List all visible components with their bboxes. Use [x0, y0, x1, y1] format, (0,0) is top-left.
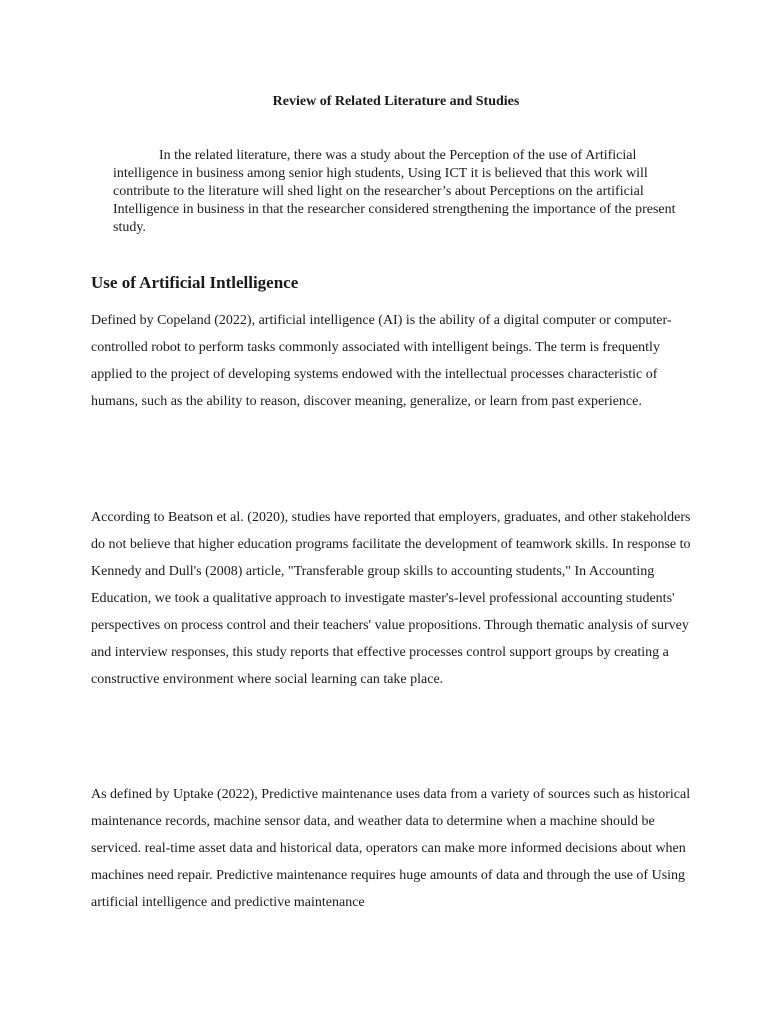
body-paragraph-uptake: As defined by Uptake (2022), Predictive maintenance uses data from a variety of sources such as historical maintenance records, machine sensor data, and weather data to determine when a machine should be serviced. real-time asset data and historical data, operators can make more informed decisions about when machines need repair. Predictive maintenance requires huge amounts of data and through the use of Using artificial intelligence and predictive maintenance [91, 787, 691, 910]
body-paragraph-beatson: According to Beatson et al. (2020), studies have reported that employers, graduates, and other stakeholders do not believe that higher education programs facilitate the development of teamwork skills. In response to Kennedy and Dull's (2008) article, "Transferable group skills to accounting students," In Accounting Education, we took a qualitative approach to investigate master's-level professional accounting students' perspectives on process control and their teachers' value propositions. Through thematic analysis of survey and interview responses, this study reports that effective processes control support groups by creating a constructive environment where social learning can take place. [91, 510, 691, 687]
section-heading: Use of Artificial Intlelligence [91, 273, 299, 292]
intro-paragraph: In the related literature, there was a study about the Perception of the use of Artificial intelligence in business among senior high students, Using ICT it is believed that this work will contribute to the literature will shed light on the researcher’s about Perceptions on the artificial Intelligence in business in that the researcher considered strengthening the importance of the present study. [113, 148, 676, 235]
document-title: Review of Related Literature and Studies [272, 94, 520, 109]
body-paragraph-copeland: Defined by Copeland (2022), artificial intelligence (AI) is the ability of a digital computer or computer-controlled robot to perform tasks commonly associated with intelligent beings. The term is frequently applied to the project of developing systems endowed with the intellectual processes characteristic of humans, such as the ability to reason, discover meaning, generalize, or learn from past experience. [91, 313, 672, 409]
